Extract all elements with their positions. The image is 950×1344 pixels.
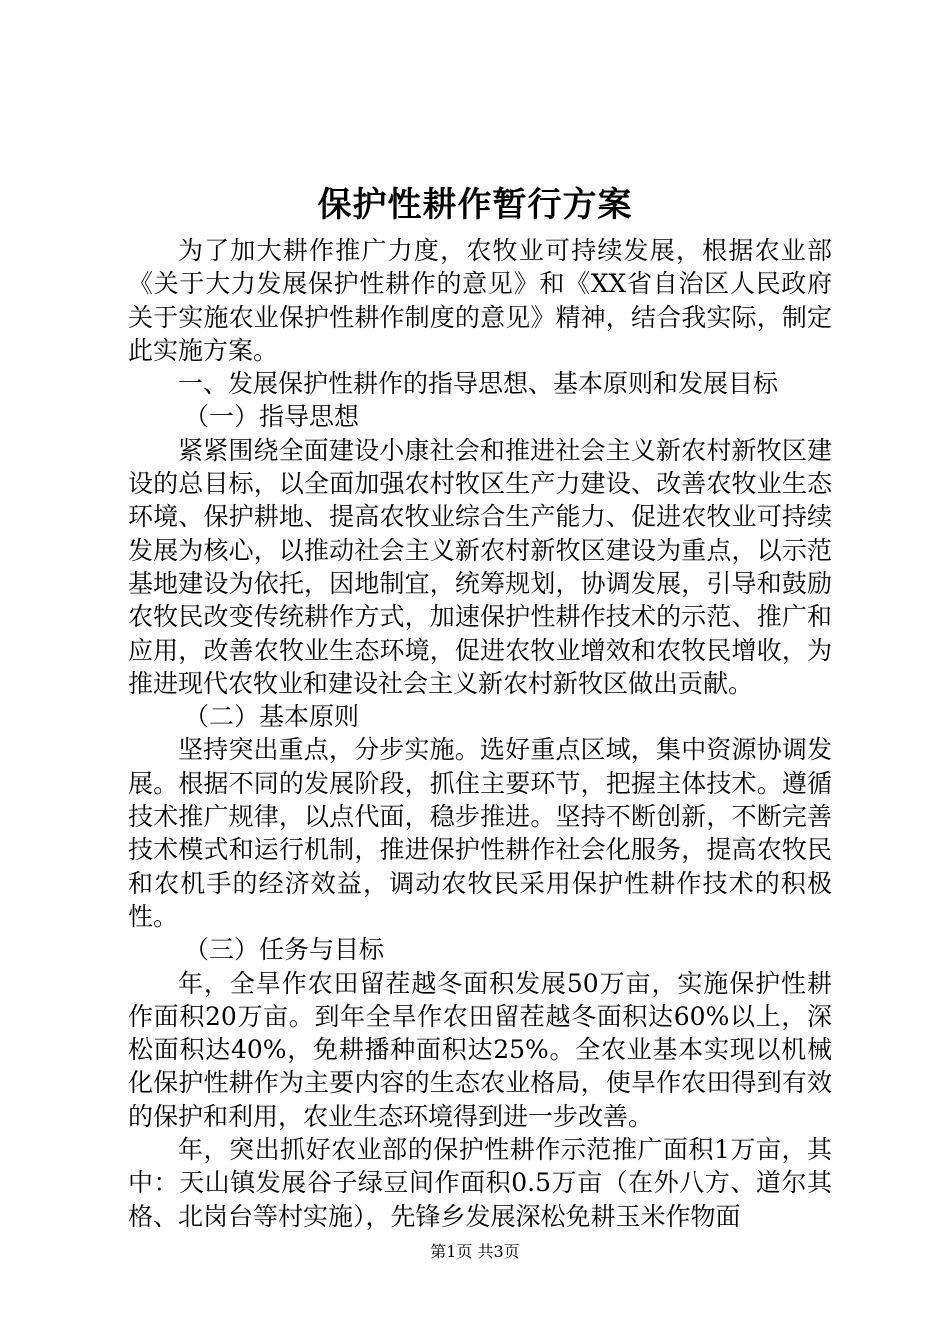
paragraph-basic-principles: 坚持突出重点，分步实施。选好重点区域，集中资源协调发展。根据不同的发展阶段，抓住主要环节，把握主体技术。遵循技术推广规律，以点代面，稳步推进。坚持不断创新，不断完善技术模式和运行机制，推进保护性耕作社会化服务，提高农牧民和农机手的经济效益，调动农牧民采用保护性耕作技术的积极性。: [128, 735, 832, 931]
document-body: [128, 234, 832, 1233]
intro-paragraph: 为了加大耕作推广力度，农牧业可持续发展，根据农业部《关于大力发展保护性耕作的意见》和《XX省自治区人民政府关于实施农业保护性耕作制度的意见》精神，结合我实际，制定此实施方案。: [128, 236, 832, 365]
section-heading: 一、发展保护性耕作的指导思想、基本原则和发展目标: [178, 369, 779, 399]
paragraph-tasks-goals-2: 年，突出抓好农业部的保护性耕作示范推广面积1万亩，其中：天山镇发展谷子绿豆间作面积0.5万亩（在外八方、道尔其格、北岗台等村实施），先锋乡发展深松免耕玉米作物面: [128, 1135, 832, 1231]
paragraph-tasks-goals-1: 年，全旱作农田留茬越冬面积发展50万亩，实施保护性耕作面积20万亩。到年全旱作农田留茬越冬面积达60%以上，深松面积达40%，免耕播种面积达25%。全农业基本实现以机械化保护性耕作为主要内容的生态农业格局，使旱作农田得到有效的保护和利用，农业生态环境得到进一步改善。: [128, 968, 832, 1131]
document-title: 保护性耕作暂行方案: [317, 185, 633, 225]
subsection-heading-basic-principles: （二）基本原则: [184, 702, 360, 732]
subsection-heading-guiding-ideology: （一）指导思想: [184, 402, 360, 432]
paragraph-guiding-ideology: 紧紧围绕全面建设小康社会和推进社会主义新农村新牧区建设的总目标，以全面加强农村牧区生产力建设、改善农牧业生态环境、保护耕地、提高农牧业综合生产能力、促进农牧业可持续发展为核心，以推动社会主义新农村新牧区建设为重点，以示范基地建设为依托，因地制宜，统筹规划，协调发展，引导和鼓励农牧民改变传统耕作方式，加速保护性耕作技术的示范、推广和应用，改善农牧业生态环境，促进农牧业增效和农牧民增收，为推进现代农牧业和建设社会主义新农村新牧区做出贡献。: [128, 435, 832, 698]
page-footer: 第1页 共3页: [430, 1242, 520, 1261]
subsection-heading-tasks-goals: （三）任务与目标: [184, 935, 385, 965]
